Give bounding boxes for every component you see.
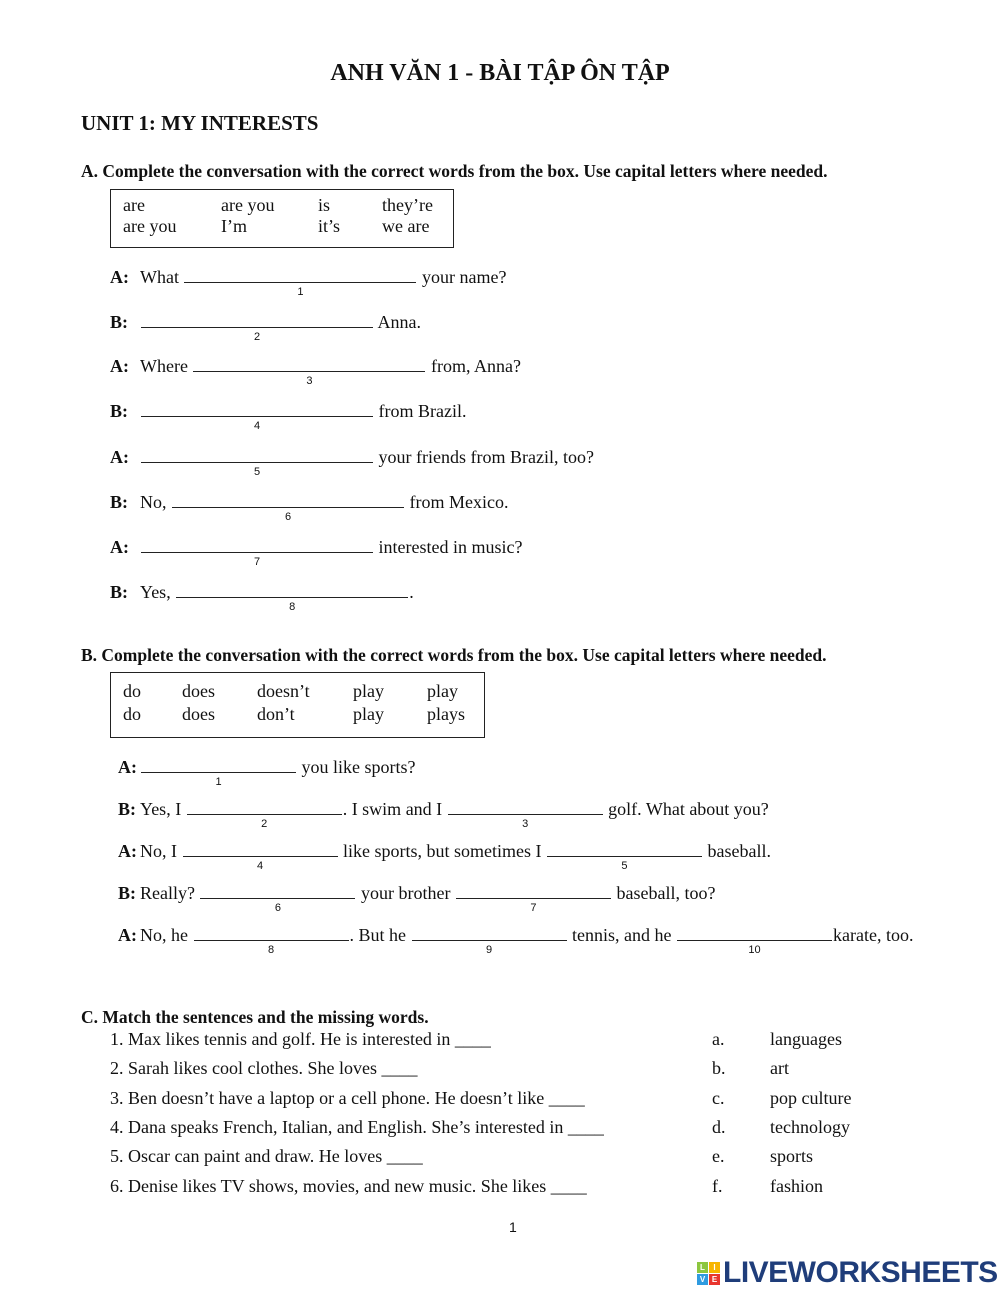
option-letter: c. [712, 1087, 725, 1108]
box-word: doesn’t [257, 681, 310, 701]
option-word: sports [770, 1146, 814, 1167]
box-word: they’re [382, 195, 433, 215]
conversation-line [110, 537, 523, 568]
conversation-line [118, 757, 416, 788]
blank-number: 6 [274, 902, 282, 914]
blank-number: 2 [253, 331, 261, 343]
answer-blank[interactable] [547, 842, 702, 872]
answer-blank[interactable] [141, 402, 373, 432]
speaker-label: A: [110, 447, 129, 467]
line-text: No, [140, 492, 171, 512]
box-word: do [123, 681, 141, 701]
line-text: . I swim and I [342, 799, 447, 819]
conversation-line [110, 312, 421, 343]
blank-number: 4 [253, 420, 261, 432]
logo-letter: V [697, 1274, 708, 1285]
blank-number: 1 [215, 776, 222, 788]
box-word: play [353, 704, 384, 724]
box-word: does [182, 704, 215, 724]
answer-blank[interactable] [456, 884, 611, 914]
liveworksheets-logo [697, 1256, 998, 1290]
match-sentence: 5. Oscar can paint and draw. He loves ____ [110, 1146, 423, 1167]
logo-letter: L [697, 1262, 708, 1273]
line-text: Where [140, 356, 193, 376]
box-word: it’s [318, 216, 341, 236]
line-text: What [140, 267, 184, 287]
speaker-label: B: [110, 492, 128, 512]
blank-number: 7 [530, 902, 537, 914]
logo-letter: I [709, 1262, 720, 1273]
speaker-label: B: [110, 312, 128, 332]
blank-number: 4 [256, 860, 264, 872]
line-text: from Brazil. [374, 401, 467, 421]
line-text: interested in music? [374, 537, 523, 557]
word-box-a [110, 189, 454, 248]
answer-blank[interactable] [200, 884, 355, 914]
blank-number: 5 [253, 466, 261, 478]
conversation-line [118, 799, 769, 830]
line-text: tennis, and he [567, 925, 676, 945]
section-b-heading: B. Complete the conversation with the correct words from the box. Use capital letters where needed. [81, 645, 827, 665]
speaker-label: B: [118, 799, 136, 819]
answer-blank[interactable] [412, 926, 567, 956]
option-letter: e. [712, 1146, 725, 1167]
conversation-line [118, 883, 716, 914]
line-text: from, Anna? [426, 356, 521, 376]
option-word: art [770, 1058, 789, 1079]
box-word: play [427, 681, 458, 701]
logo-text: LIVEWORKSHEETS [723, 1256, 998, 1289]
section-a-heading: A. Complete the conversation with the correct words from the box. Use capital letters where needed. [81, 161, 828, 181]
conversation-line [110, 356, 521, 387]
conversation-line [118, 925, 914, 956]
line-text: your name? [417, 267, 507, 287]
page-number: 1 [509, 1219, 517, 1235]
line-text: you like sports? [297, 757, 416, 777]
box-word: don’t [257, 704, 295, 724]
speaker-label: A: [110, 537, 129, 557]
option-letter: d. [712, 1116, 726, 1137]
answer-blank[interactable] [448, 800, 603, 830]
speaker-label: A: [110, 356, 129, 376]
conversation-line [110, 401, 467, 432]
conversation-line [110, 447, 594, 478]
match-sentence: 3. Ben doesn’t have a laptop or a cell phone. He doesn’t like ____ [110, 1087, 585, 1108]
line-text: karate, too. [832, 925, 914, 945]
box-word: does [182, 681, 215, 701]
conversation-line [110, 582, 414, 613]
line-text: baseball, too? [611, 883, 716, 903]
line-text: like sports, but sometimes I [338, 841, 546, 861]
blank-number: 9 [485, 944, 493, 956]
box-word: are you [123, 216, 177, 236]
answer-blank[interactable] [677, 926, 832, 956]
conversation-line [110, 267, 507, 298]
answer-blank[interactable] [176, 583, 408, 613]
line-text: Yes, [140, 582, 176, 602]
option-letter: f. [712, 1175, 723, 1196]
unit-title: UNIT 1: MY INTERESTS [81, 111, 319, 135]
line-text: . But he [349, 925, 411, 945]
blank-number: 8 [267, 944, 275, 956]
blank-number: 5 [621, 860, 628, 872]
blank-number: 10 [748, 944, 761, 956]
answer-blank[interactable] [141, 538, 373, 568]
speaker-label: A: [118, 841, 137, 861]
line-text: from Mexico. [405, 492, 509, 512]
logo-mark-icon [697, 1262, 720, 1285]
line-text: . [409, 582, 414, 602]
blank-number: 6 [284, 511, 292, 523]
box-word: I’m [221, 216, 247, 236]
box-word: plays [427, 704, 465, 724]
option-word: languages [770, 1029, 842, 1049]
line-text: No, he [140, 925, 193, 945]
speaker-label: B: [110, 401, 128, 421]
box-word: is [318, 195, 331, 215]
blank-number: 7 [253, 556, 261, 568]
speaker-label: A: [110, 267, 129, 287]
option-letter: a. [712, 1029, 725, 1049]
blank-number: 2 [261, 818, 268, 830]
line-text: your brother [356, 883, 455, 903]
answer-blank[interactable] [141, 758, 296, 788]
speaker-label: B: [110, 582, 128, 602]
blank-number: 8 [289, 601, 296, 613]
option-letter: b. [712, 1058, 726, 1079]
box-word: we are [382, 216, 430, 236]
speaker-label: B: [118, 883, 136, 903]
word-box-b [110, 672, 485, 738]
page-title: ANH VĂN 1 - BÀI TẬP ÔN TẬP [330, 60, 670, 86]
answer-blank[interactable] [141, 313, 373, 343]
box-word: play [353, 681, 384, 701]
conversation-line [110, 492, 509, 523]
option-word: pop culture [770, 1087, 852, 1108]
answer-blank[interactable] [194, 926, 349, 956]
answer-blank[interactable] [183, 842, 338, 872]
box-word: are [123, 195, 145, 215]
answer-blank[interactable] [187, 800, 342, 830]
match-sentence: 2. Sarah likes cool clothes. She loves ____ [110, 1058, 418, 1079]
conversation-line [118, 841, 771, 872]
logo-letter: E [709, 1274, 720, 1285]
blank-number: 1 [297, 286, 304, 298]
line-text: No, I [140, 841, 182, 861]
answer-blank[interactable] [141, 448, 373, 478]
blank-number: 3 [522, 818, 529, 830]
answer-blank[interactable] [172, 493, 404, 523]
speaker-label: A: [118, 757, 137, 777]
line-text: your friends from Brazil, too? [374, 447, 594, 467]
answer-blank[interactable] [193, 357, 425, 387]
option-word: fashion [770, 1175, 823, 1196]
section-c-heading: C. Match the sentences and the missing words. [81, 1007, 429, 1027]
line-text: golf. What about you? [603, 799, 769, 819]
blank-number: 3 [306, 375, 313, 387]
match-sentence: 4. Dana speaks French, Italian, and English. She’s interested in ____ [110, 1116, 604, 1137]
option-word: technology [770, 1116, 850, 1137]
box-word: do [123, 704, 141, 724]
speaker-label: A: [118, 925, 137, 945]
line-text: baseball. [702, 841, 771, 861]
line-text: Really? [140, 883, 200, 903]
line-text: Yes, I [140, 799, 186, 819]
answer-blank[interactable] [184, 268, 416, 298]
line-text: Anna. [374, 312, 421, 332]
box-word: are you [221, 195, 275, 215]
match-sentence: 6. Denise likes TV shows, movies, and new music. She likes ____ [110, 1175, 587, 1196]
match-sentence: 1. Max likes tennis and golf. He is interested in ____ [110, 1029, 491, 1049]
